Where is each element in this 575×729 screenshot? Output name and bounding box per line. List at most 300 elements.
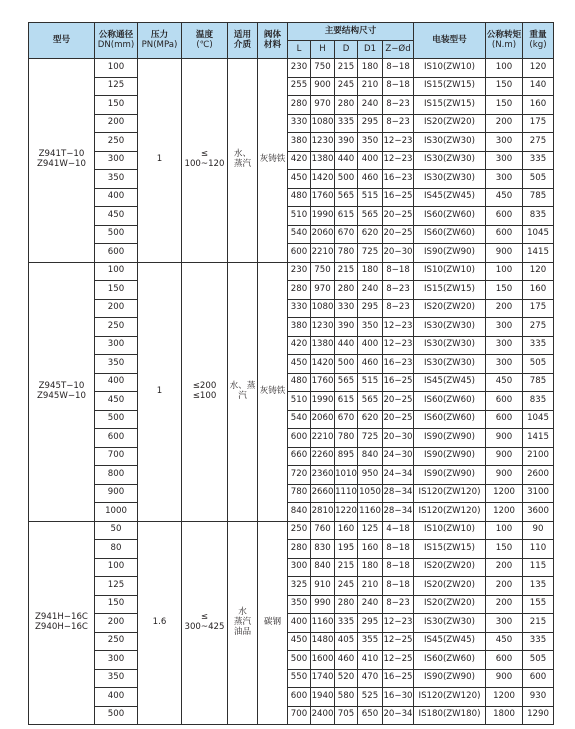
- d-cell: 500: [335, 170, 358, 189]
- header-model: 型号: [29, 23, 95, 59]
- h-cell: 1380: [311, 336, 335, 355]
- temperature-line: ≤100: [192, 390, 217, 401]
- d1-cell: 950: [358, 466, 383, 485]
- header-weight: 重量 (kg): [523, 23, 554, 59]
- dn-cell: 150: [95, 281, 138, 300]
- act-cell: IS30(ZW30): [414, 336, 486, 355]
- h-cell: 750: [311, 262, 335, 281]
- torque-cell: 450: [486, 632, 523, 651]
- act-cell: IS45(ZW45): [414, 373, 486, 392]
- weight-cell: 505: [523, 170, 554, 189]
- d1-cell: 470: [358, 669, 383, 688]
- medium-line: 水、蒸: [229, 380, 256, 391]
- d1-cell: 1050: [358, 484, 383, 503]
- h-cell: 1760: [311, 188, 335, 207]
- h-cell: 1080: [311, 114, 335, 133]
- h-cell: 1760: [311, 373, 335, 392]
- l-cell: 280: [288, 540, 311, 559]
- d-cell: 335: [335, 614, 358, 633]
- table-row: [29, 540, 554, 559]
- h-cell: 1420: [311, 170, 335, 189]
- weight-cell: 160: [523, 96, 554, 115]
- d-cell: 215: [335, 558, 358, 577]
- l-cell: 600: [288, 688, 311, 707]
- temperature-cell: [182, 521, 228, 725]
- h-cell: 2660: [311, 484, 335, 503]
- torque-cell: 900: [486, 244, 523, 263]
- act-cell: IS10(ZW10): [414, 262, 486, 281]
- l-cell: 660: [288, 447, 311, 466]
- table-row: [29, 558, 554, 577]
- dn-cell: 900: [95, 484, 138, 503]
- l-cell: 480: [288, 373, 311, 392]
- d1-cell: 650: [358, 706, 383, 725]
- dn-cell: 600: [95, 244, 138, 263]
- table-row: [29, 484, 554, 503]
- torque-cell: 200: [486, 114, 523, 133]
- act-cell: IS30(ZW30): [414, 355, 486, 374]
- dn-cell: 200: [95, 114, 138, 133]
- d-cell: 615: [335, 207, 358, 226]
- torque-cell: 300: [486, 133, 523, 152]
- torque-cell: 200: [486, 595, 523, 614]
- header-dimensions-group: 主要结构尺寸: [288, 23, 414, 41]
- d1-cell: 725: [358, 244, 383, 263]
- table-row: [29, 392, 554, 411]
- zd-cell: 8−18: [383, 262, 414, 281]
- zd-cell: 12−23: [383, 614, 414, 633]
- table-row: [29, 96, 554, 115]
- h-cell: 1990: [311, 207, 335, 226]
- material-cell: 灰铸铁: [258, 59, 288, 263]
- d-cell: 670: [335, 225, 358, 244]
- medium-line: 水、: [233, 149, 252, 160]
- torque-cell: 300: [486, 336, 523, 355]
- h-cell: 2810: [311, 503, 335, 522]
- weight-cell: 785: [523, 188, 554, 207]
- weight-cell: 335: [523, 632, 554, 651]
- header-torque: 公称转矩 (N.m): [486, 23, 523, 59]
- dn-cell: 125: [95, 77, 138, 96]
- weight-cell: 1045: [523, 225, 554, 244]
- table-row: [29, 521, 554, 540]
- dn-cell: 300: [95, 336, 138, 355]
- torque-cell: 900: [486, 447, 523, 466]
- act-cell: IS45(ZW45): [414, 188, 486, 207]
- medium-cell: [228, 521, 258, 725]
- l-cell: 540: [288, 225, 311, 244]
- d1-cell: 240: [358, 281, 383, 300]
- model-cell: [29, 521, 95, 725]
- dn-cell: 400: [95, 688, 138, 707]
- act-cell: IS30(ZW30): [414, 133, 486, 152]
- d-cell: 500: [335, 355, 358, 374]
- dn-cell: 450: [95, 207, 138, 226]
- h-cell: 1740: [311, 669, 335, 688]
- d-cell: 280: [335, 595, 358, 614]
- d-cell: 780: [335, 429, 358, 448]
- table-row: [29, 614, 554, 633]
- act-cell: IS20(ZW20): [414, 114, 486, 133]
- temperature-cell: [182, 262, 228, 521]
- table-row: [29, 281, 554, 300]
- torque-cell: 200: [486, 299, 523, 318]
- zd-cell: 8−23: [383, 595, 414, 614]
- torque-cell: 100: [486, 262, 523, 281]
- temperature-line: 100~120: [184, 159, 225, 170]
- d-cell: 580: [335, 688, 358, 707]
- dn-cell: 300: [95, 151, 138, 170]
- act-cell: IS120(ZW120): [414, 688, 486, 707]
- d-cell: 215: [335, 262, 358, 281]
- d-cell: 565: [335, 373, 358, 392]
- d1-cell: 350: [358, 318, 383, 337]
- h-cell: 760: [311, 521, 335, 540]
- act-cell: IS20(ZW20): [414, 558, 486, 577]
- act-cell: IS120(ZW120): [414, 503, 486, 522]
- act-cell: IS30(ZW30): [414, 170, 486, 189]
- d-cell: 565: [335, 188, 358, 207]
- dn-cell: 250: [95, 133, 138, 152]
- d1-cell: 160: [358, 540, 383, 559]
- d-cell: 440: [335, 151, 358, 170]
- table-row: [29, 466, 554, 485]
- d-cell: 245: [335, 77, 358, 96]
- d-cell: 670: [335, 410, 358, 429]
- h-cell: 840: [311, 558, 335, 577]
- torque-cell: 1200: [486, 503, 523, 522]
- dn-cell: 100: [95, 59, 138, 78]
- act-cell: IS60(ZW60): [414, 651, 486, 670]
- d-cell: 1010: [335, 466, 358, 485]
- d-cell: 160: [335, 521, 358, 540]
- d-cell: 780: [335, 244, 358, 263]
- table-row: [29, 651, 554, 670]
- h-cell: 1160: [311, 614, 335, 633]
- model-line: Z940H−16C: [35, 621, 88, 632]
- dn-cell: 350: [95, 170, 138, 189]
- zd-cell: 20−25: [383, 225, 414, 244]
- d1-cell: 295: [358, 614, 383, 633]
- weight-cell: 835: [523, 392, 554, 411]
- zd-cell: 12−23: [383, 336, 414, 355]
- header-pn: 压力 PN(MPa): [138, 23, 182, 59]
- h-cell: 1940: [311, 688, 335, 707]
- l-cell: 550: [288, 669, 311, 688]
- table-row: [29, 59, 554, 78]
- l-cell: 450: [288, 355, 311, 374]
- act-cell: IS15(ZW15): [414, 96, 486, 115]
- h-cell: 1230: [311, 318, 335, 337]
- model-cell: [29, 59, 95, 263]
- table-row: [29, 632, 554, 651]
- d1-cell: 295: [358, 114, 383, 133]
- zd-cell: 12−25: [383, 632, 414, 651]
- h-cell: 2360: [311, 466, 335, 485]
- weight-cell: 160: [523, 281, 554, 300]
- d-cell: 330: [335, 299, 358, 318]
- table-row: [29, 688, 554, 707]
- zd-cell: 24−34: [383, 466, 414, 485]
- act-cell: IS15(ZW15): [414, 281, 486, 300]
- h-cell: 2060: [311, 225, 335, 244]
- dn-cell: 150: [95, 96, 138, 115]
- h-cell: 1080: [311, 299, 335, 318]
- torque-cell: 150: [486, 540, 523, 559]
- act-cell: IS60(ZW60): [414, 392, 486, 411]
- torque-cell: 300: [486, 151, 523, 170]
- dn-cell: 500: [95, 410, 138, 429]
- zd-cell: 8−18: [383, 558, 414, 577]
- h-cell: 1480: [311, 632, 335, 651]
- l-cell: 330: [288, 299, 311, 318]
- d1-cell: 240: [358, 96, 383, 115]
- zd-cell: 16−25: [383, 188, 414, 207]
- header-dim-Zd: Z−Ød: [383, 41, 414, 59]
- header-dim-H: H: [311, 41, 335, 59]
- d1-cell: 240: [358, 595, 383, 614]
- weight-cell: 505: [523, 651, 554, 670]
- h-cell: 900: [311, 77, 335, 96]
- d1-cell: 210: [358, 577, 383, 596]
- d1-cell: 525: [358, 688, 383, 707]
- zd-cell: 8−23: [383, 281, 414, 300]
- l-cell: 380: [288, 133, 311, 152]
- weight-cell: 175: [523, 299, 554, 318]
- header-dim-D1: D1: [358, 41, 383, 59]
- d-cell: 460: [335, 651, 358, 670]
- h-cell: 910: [311, 577, 335, 596]
- dn-cell: 100: [95, 262, 138, 281]
- header-material: 阀体 材料: [258, 23, 288, 59]
- torque-cell: 300: [486, 355, 523, 374]
- weight-cell: 90: [523, 521, 554, 540]
- weight-cell: 110: [523, 540, 554, 559]
- d1-cell: 355: [358, 632, 383, 651]
- zd-cell: 16−23: [383, 170, 414, 189]
- header-dn: 公称通径 DN(mm): [95, 23, 138, 59]
- temperature-line: ≤: [200, 611, 209, 622]
- weight-cell: 3600: [523, 503, 554, 522]
- weight-cell: 155: [523, 595, 554, 614]
- medium-cell: [228, 262, 258, 521]
- d1-cell: 620: [358, 410, 383, 429]
- d1-cell: 410: [358, 651, 383, 670]
- torque-cell: 200: [486, 577, 523, 596]
- l-cell: 255: [288, 77, 311, 96]
- zd-cell: 8−18: [383, 77, 414, 96]
- torque-cell: 150: [486, 77, 523, 96]
- l-cell: 450: [288, 632, 311, 651]
- table-row: [29, 299, 554, 318]
- zd-cell: 8−23: [383, 96, 414, 115]
- l-cell: 280: [288, 281, 311, 300]
- dn-cell: 800: [95, 466, 138, 485]
- model-line: Z941H−16C: [35, 611, 88, 622]
- l-cell: 350: [288, 595, 311, 614]
- l-cell: 250: [288, 521, 311, 540]
- h-cell: 830: [311, 540, 335, 559]
- act-cell: IS90(ZW90): [414, 447, 486, 466]
- h-cell: 2210: [311, 429, 335, 448]
- zd-cell: 20−25: [383, 207, 414, 226]
- table-row: [29, 244, 554, 263]
- weight-cell: 2100: [523, 447, 554, 466]
- pn-cell: 1: [138, 59, 182, 263]
- dn-cell: 500: [95, 225, 138, 244]
- dn-cell: 1000: [95, 503, 138, 522]
- table-header: [29, 23, 554, 59]
- d-cell: 440: [335, 336, 358, 355]
- d-cell: 245: [335, 577, 358, 596]
- act-cell: IS30(ZW30): [414, 151, 486, 170]
- model-cell: [29, 262, 95, 521]
- weight-cell: 275: [523, 133, 554, 152]
- table-row: [29, 114, 554, 133]
- material-cell: 灰铸铁: [258, 262, 288, 521]
- weight-cell: 1415: [523, 244, 554, 263]
- table-row: [29, 170, 554, 189]
- act-cell: IS20(ZW20): [414, 299, 486, 318]
- weight-cell: 215: [523, 614, 554, 633]
- zd-cell: 20−30: [383, 244, 414, 263]
- weight-cell: 835: [523, 207, 554, 226]
- weight-cell: 1045: [523, 410, 554, 429]
- h-cell: 1990: [311, 392, 335, 411]
- torque-cell: 300: [486, 614, 523, 633]
- zd-cell: 20−25: [383, 410, 414, 429]
- torque-cell: 200: [486, 558, 523, 577]
- torque-cell: 100: [486, 521, 523, 540]
- d1-cell: 515: [358, 373, 383, 392]
- dn-cell: 250: [95, 632, 138, 651]
- weight-cell: 140: [523, 77, 554, 96]
- table-row: [29, 77, 554, 96]
- zd-cell: 16−25: [383, 669, 414, 688]
- weight-cell: 505: [523, 355, 554, 374]
- zd-cell: 24−30: [383, 447, 414, 466]
- act-cell: IS20(ZW20): [414, 577, 486, 596]
- h-cell: 2400: [311, 706, 335, 725]
- zd-cell: 12−23: [383, 133, 414, 152]
- l-cell: 450: [288, 170, 311, 189]
- h-cell: 1600: [311, 651, 335, 670]
- act-cell: IS10(ZW10): [414, 521, 486, 540]
- valve-spec-table: [28, 22, 554, 725]
- torque-cell: 900: [486, 429, 523, 448]
- d-cell: 520: [335, 669, 358, 688]
- torque-cell: 1800: [486, 706, 523, 725]
- d1-cell: 180: [358, 59, 383, 78]
- weight-cell: 1290: [523, 706, 554, 725]
- table-row: [29, 225, 554, 244]
- l-cell: 420: [288, 151, 311, 170]
- act-cell: IS15(ZW15): [414, 540, 486, 559]
- act-cell: IS20(ZW20): [414, 595, 486, 614]
- weight-cell: 3100: [523, 484, 554, 503]
- d1-cell: 1160: [358, 503, 383, 522]
- zd-cell: 28−34: [383, 484, 414, 503]
- dn-cell: 700: [95, 447, 138, 466]
- d-cell: 705: [335, 706, 358, 725]
- l-cell: 325: [288, 577, 311, 596]
- weight-cell: 2600: [523, 466, 554, 485]
- torque-cell: 300: [486, 170, 523, 189]
- torque-cell: 900: [486, 466, 523, 485]
- h-cell: 970: [311, 281, 335, 300]
- d1-cell: 400: [358, 336, 383, 355]
- weight-cell: 275: [523, 318, 554, 337]
- act-cell: IS180(ZW180): [414, 706, 486, 725]
- l-cell: 700: [288, 706, 311, 725]
- temperature-line: 300~425: [184, 621, 225, 632]
- medium-line: 油品: [233, 626, 252, 637]
- zd-cell: 12−25: [383, 651, 414, 670]
- medium-line: 水: [238, 606, 247, 617]
- zd-cell: 8−18: [383, 577, 414, 596]
- l-cell: 280: [288, 96, 311, 115]
- table-row: [29, 207, 554, 226]
- h-cell: 990: [311, 595, 335, 614]
- zd-cell: 12−23: [383, 318, 414, 337]
- l-cell: 510: [288, 392, 311, 411]
- act-cell: IS30(ZW30): [414, 614, 486, 633]
- d1-cell: 840: [358, 447, 383, 466]
- header-actuator: 电装型号: [414, 23, 486, 59]
- medium-line: 蒸汽: [233, 159, 252, 170]
- weight-cell: 175: [523, 114, 554, 133]
- l-cell: 480: [288, 188, 311, 207]
- h-cell: 970: [311, 96, 335, 115]
- torque-cell: 600: [486, 392, 523, 411]
- zd-cell: 8−23: [383, 299, 414, 318]
- act-cell: IS60(ZW60): [414, 207, 486, 226]
- d-cell: 280: [335, 96, 358, 115]
- l-cell: 330: [288, 114, 311, 133]
- act-cell: IS15(ZW15): [414, 77, 486, 96]
- weight-cell: 785: [523, 373, 554, 392]
- zd-cell: 20−34: [383, 706, 414, 725]
- d1-cell: 515: [358, 188, 383, 207]
- header-temperature: 温度 (℃): [182, 23, 228, 59]
- table-row: [29, 706, 554, 725]
- torque-cell: 1200: [486, 484, 523, 503]
- l-cell: 510: [288, 207, 311, 226]
- dn-cell: 125: [95, 577, 138, 596]
- weight-cell: 335: [523, 336, 554, 355]
- header-dim-D: D: [335, 41, 358, 59]
- header-medium: 适用 介质: [228, 23, 258, 59]
- material-cell: 碳钢: [258, 521, 288, 725]
- d1-cell: 460: [358, 355, 383, 374]
- act-cell: IS10(ZW10): [414, 59, 486, 78]
- d-cell: 1220: [335, 503, 358, 522]
- act-cell: IS60(ZW60): [414, 410, 486, 429]
- weight-cell: 120: [523, 59, 554, 78]
- weight-cell: 120: [523, 262, 554, 281]
- d-cell: 280: [335, 281, 358, 300]
- d1-cell: 125: [358, 521, 383, 540]
- dn-cell: 200: [95, 299, 138, 318]
- dn-cell: 150: [95, 595, 138, 614]
- zd-cell: 8−18: [383, 59, 414, 78]
- weight-cell: 135: [523, 577, 554, 596]
- d-cell: 1110: [335, 484, 358, 503]
- h-cell: 1380: [311, 151, 335, 170]
- medium-line: 蒸汽: [233, 616, 252, 627]
- temperature-line: ≤: [200, 149, 209, 160]
- l-cell: 400: [288, 614, 311, 633]
